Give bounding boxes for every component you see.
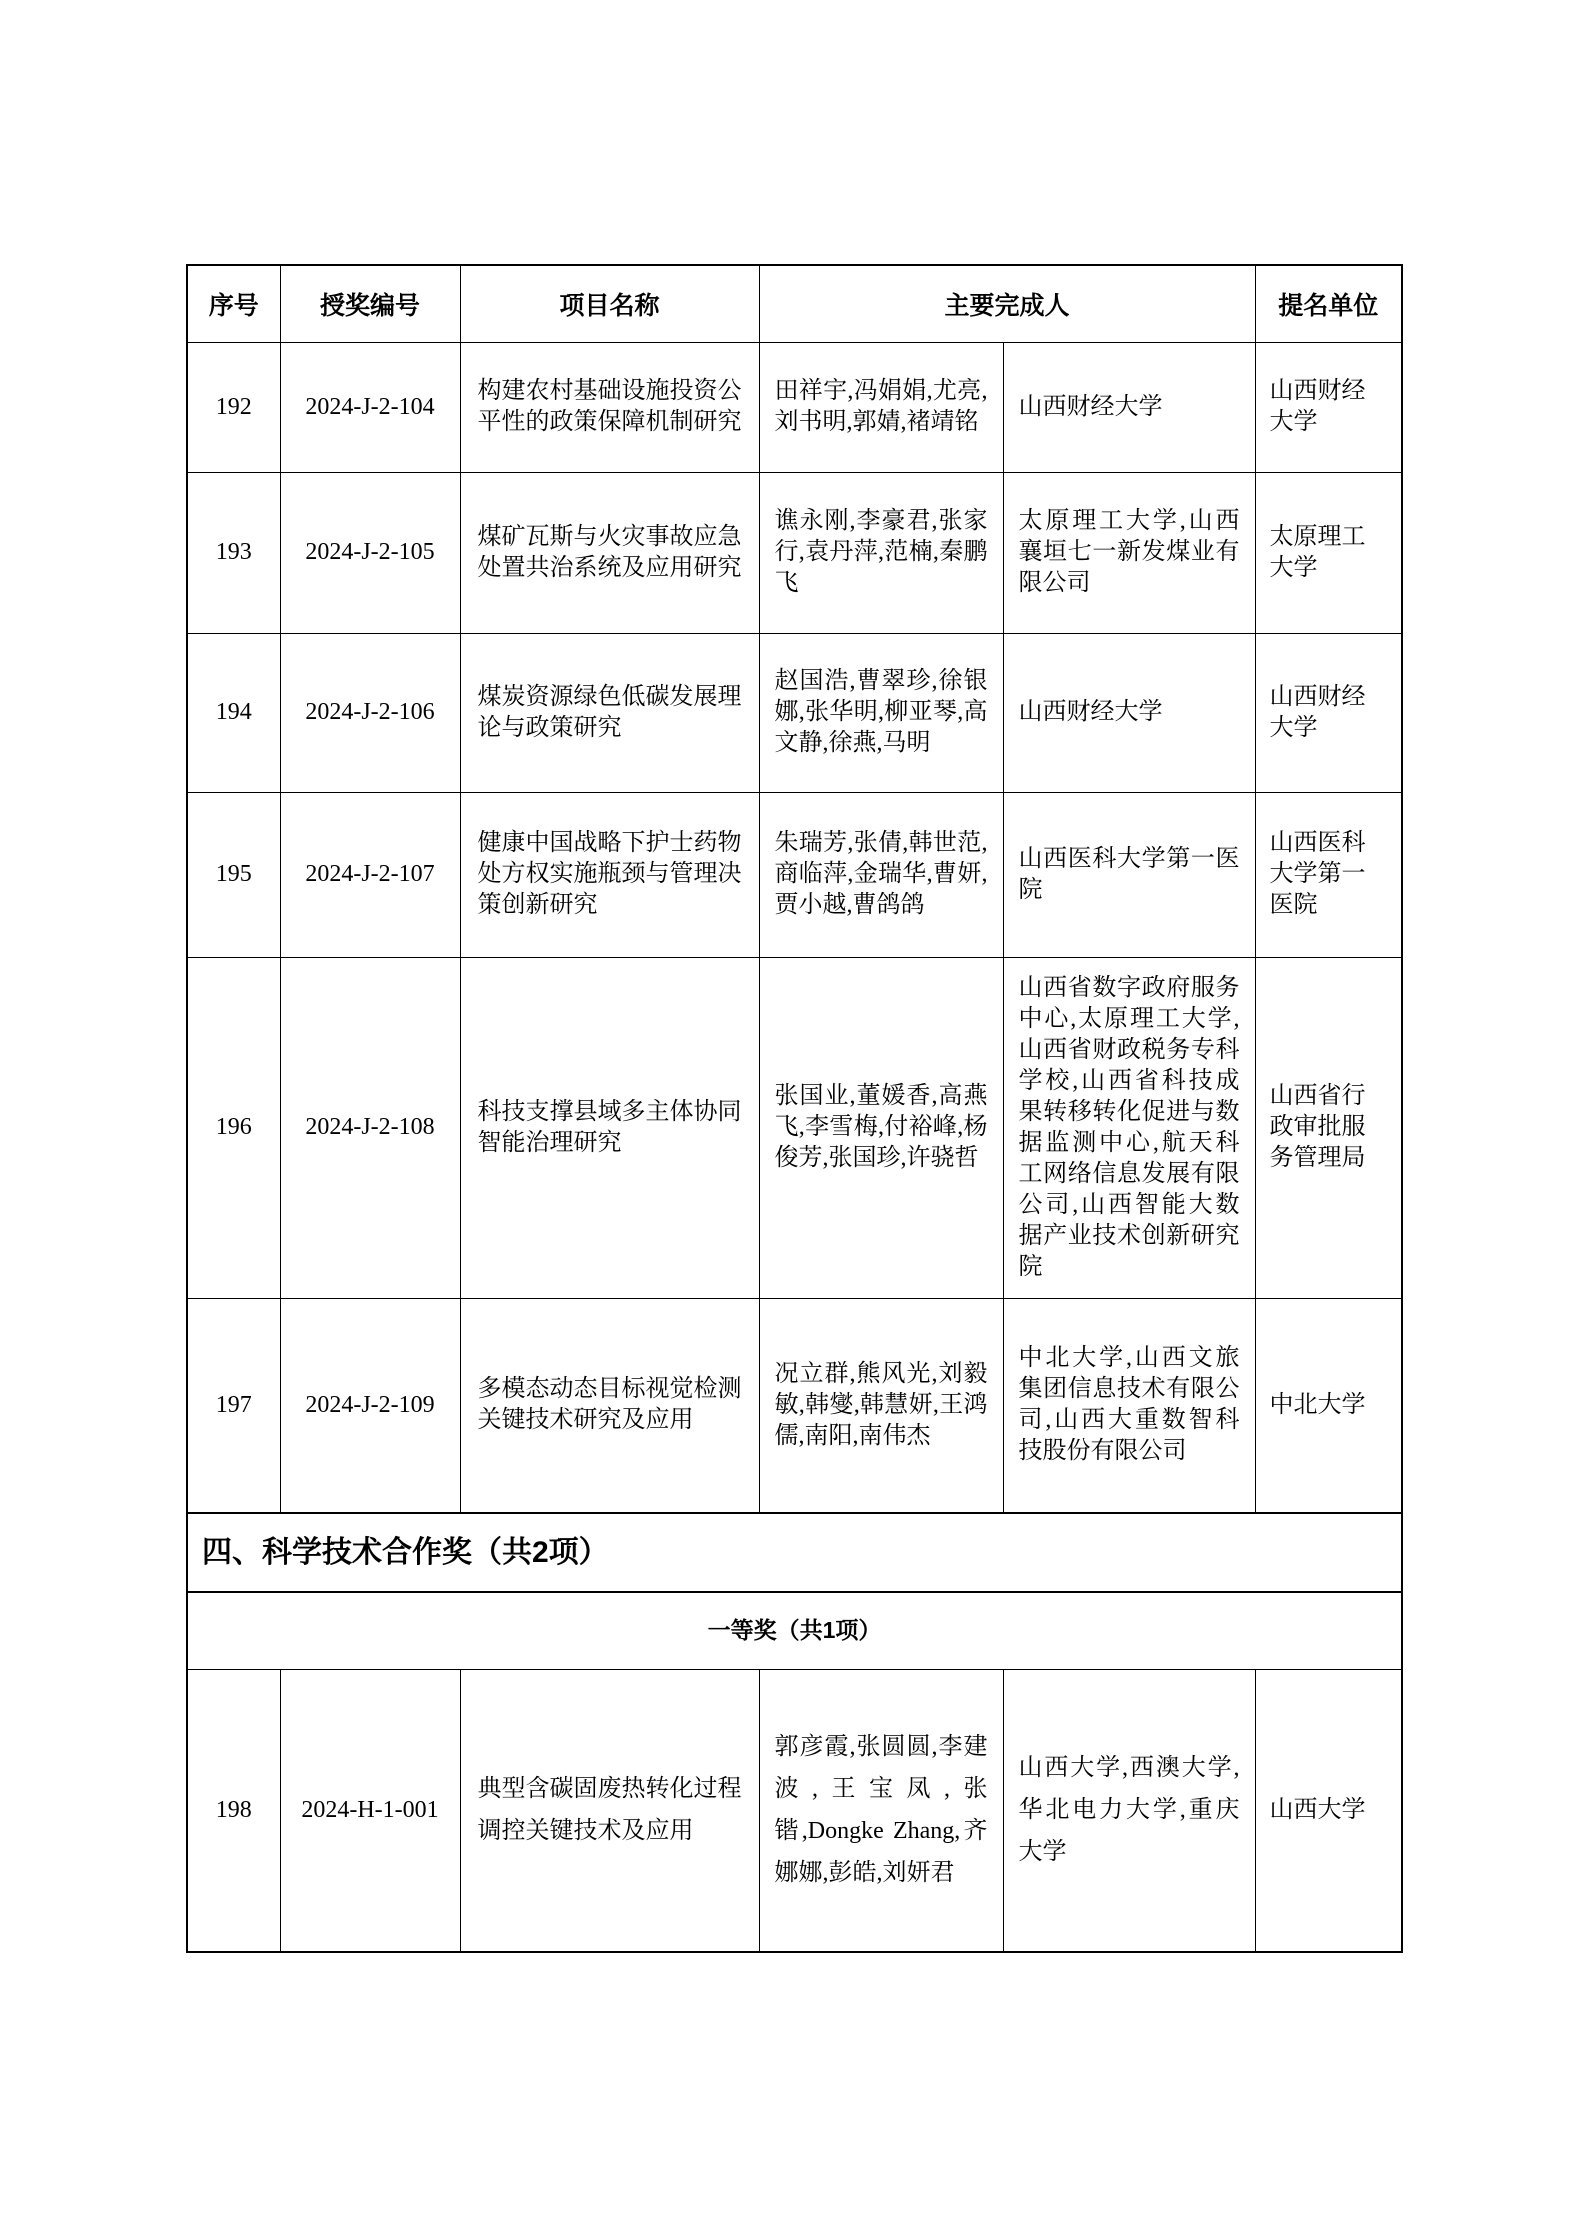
cell-serial: 196 (187, 957, 280, 1298)
cell-member-units: 太原理工大学,山西襄垣七一新发煤业有限公司 (1003, 472, 1255, 633)
cell-nominator: 山西财经大学 (1255, 342, 1402, 472)
cell-project-name: 科技支撑县域多主体协同智能治理研究 (460, 957, 759, 1298)
cell-member-units: 山西财经大学 (1003, 342, 1255, 472)
cell-member-units: 山西财经大学 (1003, 633, 1255, 792)
header-nominator: 提名单位 (1255, 265, 1402, 342)
cell-member-units: 山西医科大学第一医院 (1003, 792, 1255, 957)
cell-serial: 192 (187, 342, 280, 472)
cell-project-name: 煤矿瓦斯与火灾事故应急处置共治系统及应用研究 (460, 472, 759, 633)
cell-serial: 194 (187, 633, 280, 792)
table-row (187, 633, 1402, 792)
cell-member-units: 山西大学,西澳大学,华北电力大学,重庆大学 (1003, 1669, 1255, 1952)
table-header (187, 265, 1402, 342)
cell-nominator: 山西医科大学第一医院 (1255, 792, 1402, 957)
cell-nominator: 山西财经大学 (1255, 633, 1402, 792)
table-row (187, 342, 1402, 472)
cell-nominator: 中北大学 (1255, 1298, 1402, 1513)
cell-serial: 197 (187, 1298, 280, 1513)
cell-nominator: 山西大学 (1255, 1669, 1402, 1952)
header-award-code: 授奖编号 (280, 265, 460, 342)
award-rows-h (187, 1669, 1402, 1952)
table-row (187, 957, 1402, 1298)
header-main-contributors: 主要完成人 (759, 265, 1255, 342)
section-title: 四、科学技术合作奖（共2项） (187, 1513, 1402, 1592)
cell-award-code: 2024-J-2-106 (280, 633, 460, 792)
cell-project-name: 多模态动态目标视觉检测关键技术研究及应用 (460, 1298, 759, 1513)
cell-nominator: 山西省行政审批服务管理局 (1255, 957, 1402, 1298)
table-row (187, 792, 1402, 957)
header-serial: 序号 (187, 265, 280, 342)
tier-title: 一等奖（共1项） (187, 1592, 1402, 1669)
cell-project-name: 健康中国战略下护士药物处方权实施瓶颈与管理决策创新研究 (460, 792, 759, 957)
cell-serial: 195 (187, 792, 280, 957)
cell-member-units: 中北大学,山西文旅集团信息技术有限公司,山西大重数智科技股份有限公司 (1003, 1298, 1255, 1513)
table-row (187, 1298, 1402, 1513)
section-rows (187, 1513, 1402, 1669)
cell-members: 田祥宇,冯娟娟,尤亮,刘书明,郭婧,褚靖铭 (759, 342, 1003, 472)
cell-members: 谯永刚,李豪君,张家行,袁丹萍,范楠,秦鹏飞 (759, 472, 1003, 633)
cell-project-name: 典型含碳固废热转化过程调控关键技术及应用 (460, 1669, 759, 1952)
table-row (187, 1669, 1402, 1952)
cell-members: 朱瑞芳,张倩,韩世范,商临萍,金瑞华,曹妍,贾小越,曹鸽鸽 (759, 792, 1003, 957)
cell-members: 况立群,熊风光,刘毅敏,韩燮,韩慧妍,王鸿儒,南阳,南伟杰 (759, 1298, 1003, 1513)
cell-project-name: 煤炭资源绿色低碳发展理论与政策研究 (460, 633, 759, 792)
cell-members: 郭彦霞,张圆圆,李建波,王宝凤,张锴,Dongke Zhang,齐娜娜,彭皓,刘妍君 (759, 1669, 1003, 1952)
table-row (187, 472, 1402, 633)
cell-award-code: 2024-J-2-108 (280, 957, 460, 1298)
awards-table (186, 264, 1403, 1953)
section-header-row (187, 1513, 1402, 1592)
award-rows-j (187, 342, 1402, 1513)
header-project-name: 项目名称 (460, 265, 759, 342)
cell-award-code: 2024-J-2-105 (280, 472, 460, 633)
cell-serial: 193 (187, 472, 280, 633)
cell-award-code: 2024-J-2-107 (280, 792, 460, 957)
cell-serial: 198 (187, 1669, 280, 1952)
cell-project-name: 构建农村基础设施投资公平性的政策保障机制研究 (460, 342, 759, 472)
cell-members: 赵国浩,曹翠珍,徐银娜,张华明,柳亚琴,高文静,徐燕,马明 (759, 633, 1003, 792)
tier-header-row (187, 1592, 1402, 1669)
cell-member-units: 山西省数字政府服务中心,太原理工大学,山西省财政税务专科学校,山西省科技成果转移转化促进与数据监测中心,航天科工网络信息发展有限公司,山西智能大数据产业技术创新研究院 (1003, 957, 1255, 1298)
cell-award-code: 2024-H-1-001 (280, 1669, 460, 1952)
cell-nominator: 太原理工大学 (1255, 472, 1402, 633)
cell-members: 张国业,董媛香,高燕飞,李雪梅,付裕峰,杨俊芳,张国珍,许骁哲 (759, 957, 1003, 1298)
cell-award-code: 2024-J-2-109 (280, 1298, 460, 1513)
cell-award-code: 2024-J-2-104 (280, 342, 460, 472)
table-header-row (187, 265, 1402, 342)
